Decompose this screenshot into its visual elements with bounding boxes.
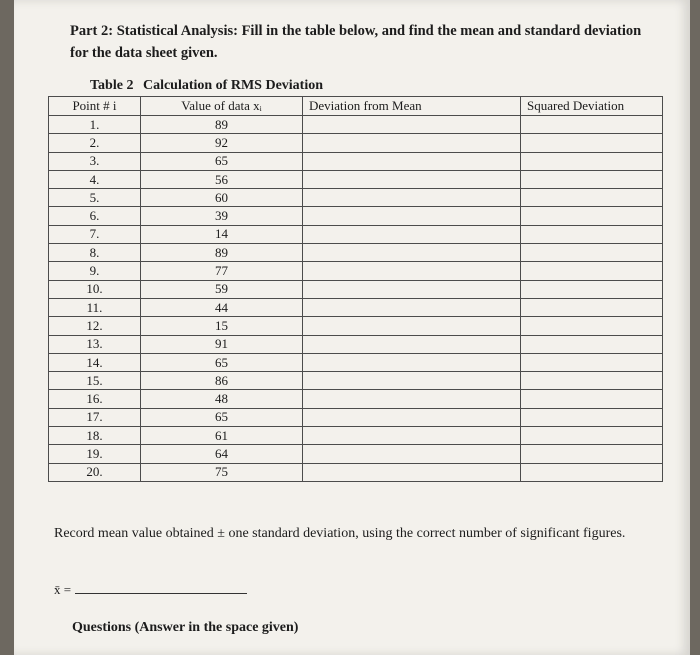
table-row [49,170,663,188]
deviation-cell[interactable] [303,298,521,316]
table-caption [90,78,323,94]
header-squared-deviation: Squared Deviation [521,97,663,116]
squared-deviation-cell[interactable] [521,170,663,188]
table-row [49,225,663,243]
squared-deviation-cell[interactable] [521,445,663,463]
table-row [49,463,663,481]
squared-deviation-cell[interactable] [521,427,663,445]
value-cell: 56 [141,170,303,188]
header-deviation: Deviation from Mean [303,97,521,116]
value-cell: 89 [141,244,303,262]
squared-deviation-cell[interactable] [521,372,663,390]
table-number: Table 2 [90,78,134,93]
squared-deviation-cell[interactable] [521,152,663,170]
deviation-cell[interactable] [303,280,521,298]
value-cell: 48 [141,390,303,408]
mean-answer [54,582,247,598]
value-cell: 86 [141,372,303,390]
value-cell: 61 [141,427,303,445]
squared-deviation-cell[interactable] [521,408,663,426]
deviation-cell[interactable] [303,225,521,243]
header-value: Value of data xᵢ [141,97,303,116]
point-cell: 10. [49,280,141,298]
squared-deviation-cell[interactable] [521,280,663,298]
point-cell: 18. [49,427,141,445]
value-cell: 89 [141,116,303,134]
squared-deviation-cell[interactable] [521,225,663,243]
deviation-cell[interactable] [303,427,521,445]
value-cell: 65 [141,353,303,371]
table-row [49,445,663,463]
table-row [49,244,663,262]
value-cell: 14 [141,225,303,243]
deviation-cell[interactable] [303,335,521,353]
deviation-cell[interactable] [303,116,521,134]
point-cell: 15. [49,372,141,390]
table-row [49,335,663,353]
value-cell: 39 [141,207,303,225]
deviation-cell[interactable] [303,170,521,188]
point-cell: 19. [49,445,141,463]
deviation-cell[interactable] [303,262,521,280]
deviation-cell[interactable] [303,463,521,481]
table-title: Calculation of RMS Deviation [142,78,324,93]
table-row [49,189,663,207]
table-row [49,427,663,445]
deviation-cell[interactable] [303,189,521,207]
point-cell: 11. [49,298,141,316]
squared-deviation-cell[interactable] [521,189,663,207]
value-cell: 59 [141,280,303,298]
point-cell: 1. [49,116,141,134]
value-cell: 77 [141,262,303,280]
point-cell: 8. [49,244,141,262]
table-row [49,280,663,298]
point-cell: 12. [49,317,141,335]
value-cell: 65 [141,408,303,426]
squared-deviation-cell[interactable] [521,262,663,280]
value-cell: 65 [141,152,303,170]
rms-deviation-table [48,96,663,482]
table-row [49,317,663,335]
value-cell: 15 [141,317,303,335]
deviation-cell[interactable] [303,372,521,390]
squared-deviation-cell[interactable] [521,353,663,371]
mean-label: x̄ = [54,582,72,597]
value-cell: 64 [141,445,303,463]
value-cell: 92 [141,134,303,152]
deviation-cell[interactable] [303,445,521,463]
deviation-cell[interactable] [303,390,521,408]
header-point: Point # i [49,97,141,116]
questions-heading: Questions (Answer in the space given) [72,620,299,635]
value-cell: 91 [141,335,303,353]
table-row [49,390,663,408]
value-cell: 60 [141,189,303,207]
squared-deviation-cell[interactable] [521,390,663,408]
point-cell: 4. [49,170,141,188]
squared-deviation-cell[interactable] [521,207,663,225]
point-cell: 7. [49,225,141,243]
squared-deviation-cell[interactable] [521,298,663,316]
point-cell: 3. [49,152,141,170]
deviation-cell[interactable] [303,244,521,262]
deviation-cell[interactable] [303,134,521,152]
record-instruction: Record mean value obtained ± one standard deviation, using the correct number of significant figures. [54,526,626,541]
mean-answer-blank[interactable] [75,583,247,594]
table-row [49,134,663,152]
deviation-cell[interactable] [303,317,521,335]
point-cell: 6. [49,207,141,225]
squared-deviation-cell[interactable] [521,463,663,481]
table-row [49,116,663,134]
deviation-cell[interactable] [303,353,521,371]
point-cell: 5. [49,189,141,207]
point-cell: 20. [49,463,141,481]
table-row [49,372,663,390]
table-header-row [49,97,663,116]
point-cell: 14. [49,353,141,371]
point-cell: 17. [49,408,141,426]
point-cell: 2. [49,134,141,152]
squared-deviation-cell[interactable] [521,244,663,262]
part-heading: Part 2: Statistical Analysis: Fill in the table below, and find the mean and standard deviation for the data sheet given. [70,23,642,61]
worksheet-page [14,0,690,655]
value-cell: 75 [141,463,303,481]
squared-deviation-cell[interactable] [521,134,663,152]
point-cell: 9. [49,262,141,280]
table-row [49,353,663,371]
point-cell: 16. [49,390,141,408]
table-row [49,408,663,426]
squared-deviation-cell[interactable] [521,317,663,335]
squared-deviation-cell[interactable] [521,335,663,353]
deviation-cell[interactable] [303,152,521,170]
deviation-cell[interactable] [303,408,521,426]
table-row [49,298,663,316]
table-row [49,262,663,280]
table-row [49,207,663,225]
table-row [49,152,663,170]
deviation-cell[interactable] [303,207,521,225]
value-cell: 44 [141,298,303,316]
point-cell: 13. [49,335,141,353]
squared-deviation-cell[interactable] [521,116,663,134]
